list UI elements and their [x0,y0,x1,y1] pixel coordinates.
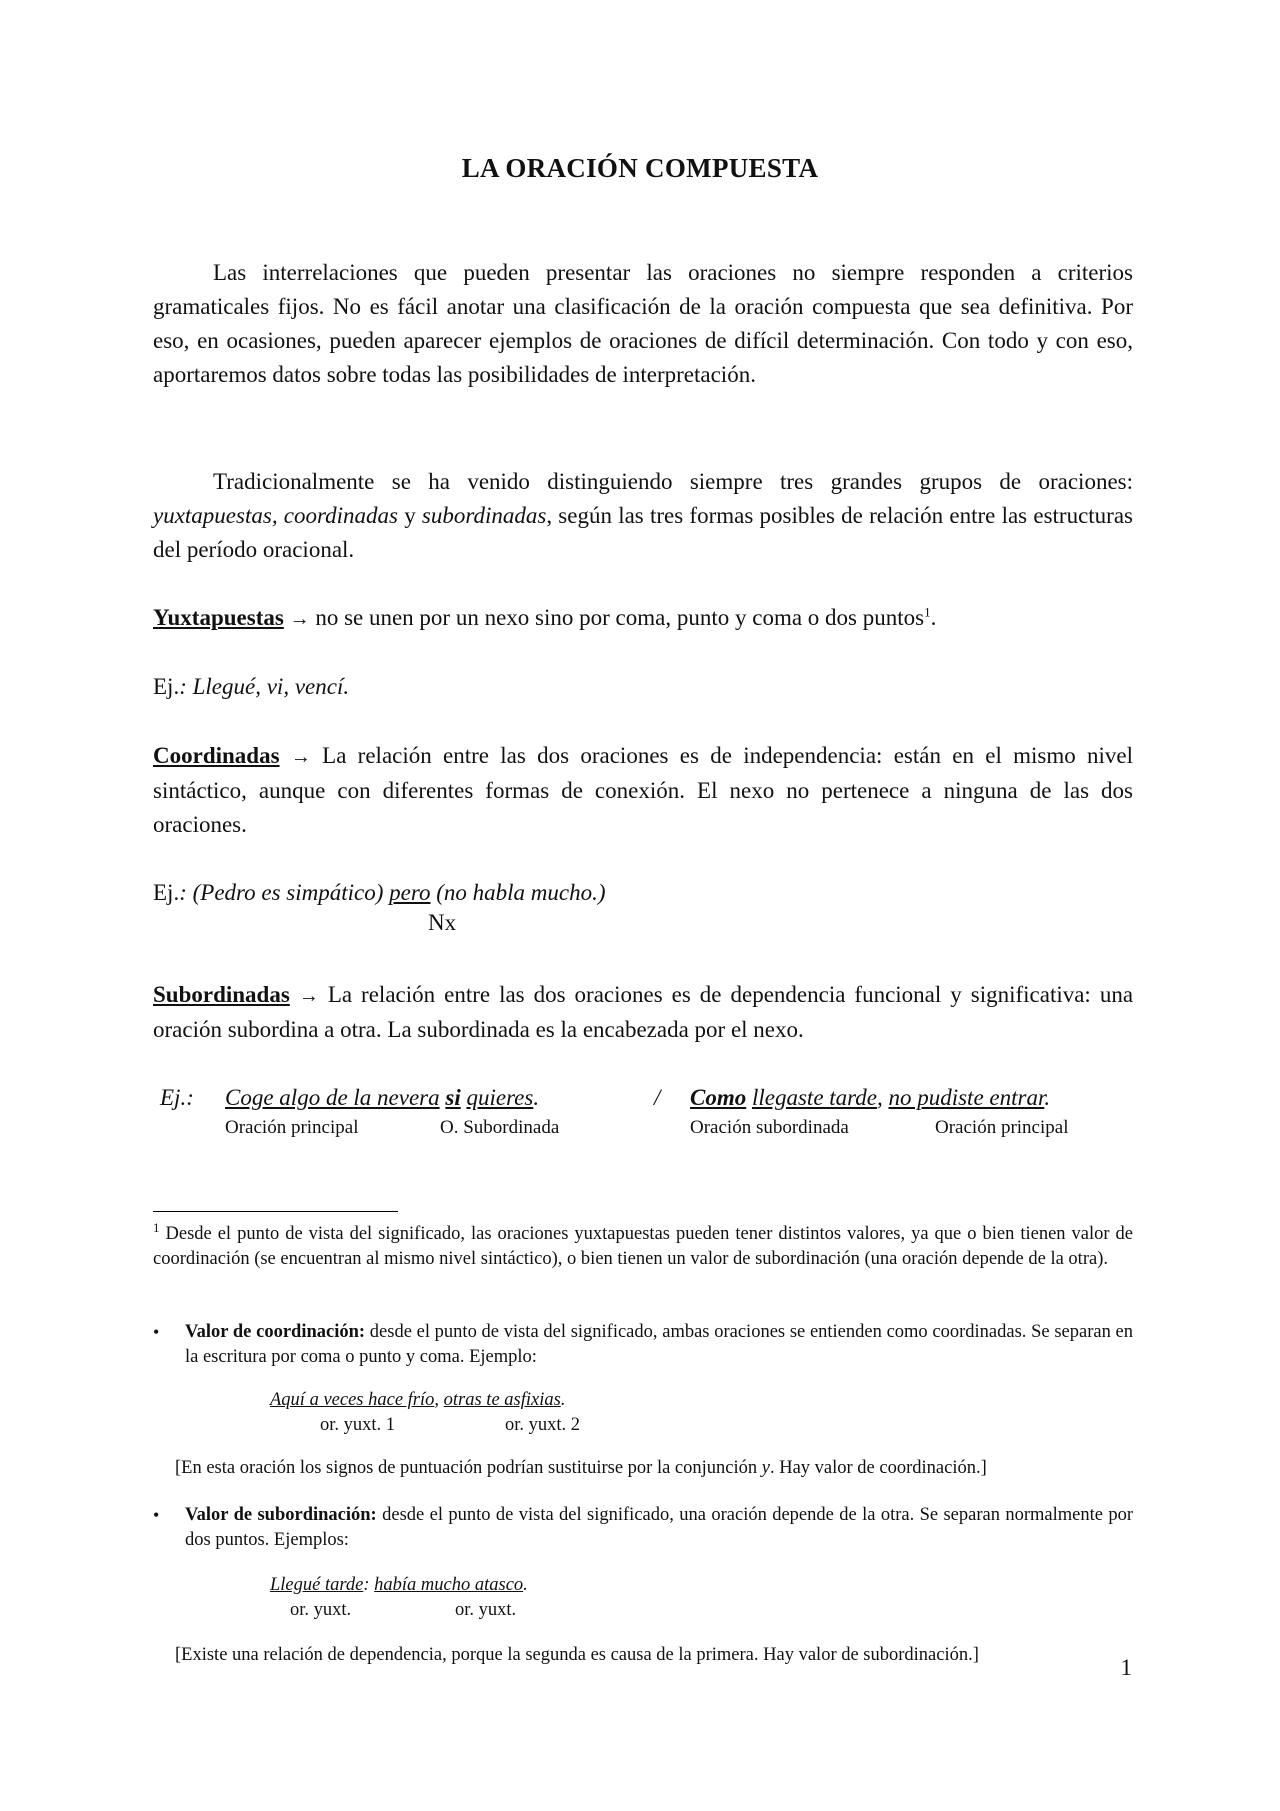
page-title: LA ORACIÓN COMPUESTA [461,153,819,183]
footnote-divider [153,1211,398,1212]
coordinadas-definition: Coordinadas → La relación entre las dos oraciones es de independencia: están en el mismo nivel sintáctico, aunque con diferentes formas de conexión. El nexo no pertenece a ninguna de las dos oraciones. [153,743,1134,837]
label-principal: Oración principal [935,1117,1069,1138]
label-principal: Oración principal [225,1117,359,1138]
footnote-reference[interactable]: 1 [924,604,931,620]
subordinadas-ej-label: Ej.: [160,1085,194,1110]
subordinadas-example-1: Coge algo de la nevera si quieres. [225,1085,540,1110]
nexo: Como [690,1085,747,1110]
yuxtapuestas-heading: Yuxtapuestas [153,605,284,630]
footnote-number: 1 [153,1219,160,1235]
label-yuxt-1: or. yuxt. 1 [320,1415,396,1435]
subordinacion-note: [Existe una relación de dependencia, porque la segunda es causa de la primera. Hay valor de subordinación.] [175,1645,979,1665]
arrow-icon: → [298,985,319,1007]
groups-paragraph: Tradicionalmente se ha venido distinguiendo siempre tres grandes grupos de oraciones: yuxtapuestas, coordinadas y subordinadas, según las tres formas posibles de relación entre las estructuras del período oracional. [153,469,1133,562]
bullet-icon: • [153,1322,160,1342]
subordinacion-example: Llegué tarde: había mucho atasco. [270,1575,528,1595]
bullet-icon: • [153,1505,160,1525]
label-yuxt-2: or. yuxt. 2 [505,1415,581,1435]
label-yuxt-a: or. yuxt. [290,1600,352,1620]
coordinacion-note: [En esta oración los signos de puntuación podrían sustituirse por la conjunción y. Hay valor de coordinación.] [175,1458,987,1478]
yuxtapuestas-definition: Yuxtapuestas → no se unen por un nexo sino por coma, punto y coma o dos puntos$^1$. [153,604,937,630]
subordinadas-heading: Subordinadas [153,982,290,1007]
page-number: 1 [1120,1655,1132,1680]
label-yuxt-b: or. yuxt. [455,1600,517,1620]
label-subordinada: Oración subordinada [690,1117,849,1138]
label-subordinada: O. Subordinada [440,1117,560,1138]
arrow-icon: → [289,608,310,630]
nexo-label: Nx [428,910,457,935]
term-yuxtapuestas: yuxtapuestas [153,503,272,528]
bullet-subordinacion: • Valor de subordinación: desde el punto de vista del significado, una oración depende de la otra. Se separan normalmente por dos puntos. Ejemplos: [153,1505,1134,1550]
coordinacion-example: Aquí a veces hace frío, otras te asfixias. [270,1390,566,1410]
term-coordinadas: coordinadas [283,503,398,528]
coordinadas-heading: Coordinadas [153,743,280,768]
yuxtapuestas-example: Ej.: Llegué, vi, vencí. [153,674,350,699]
arrow-icon: → [290,746,311,768]
footnote-text: $^1$ Desde el punto de vista del significado, las oraciones yuxtapuestas pueden tener distintos valores, ya que o bien tienen valor de coordinación (se encuentran al mismo nivel sintáctico), o bien tienen un valor de subordinación (una oración depende de la otra). [153,1219,1133,1269]
intro-paragraph: Las interrelaciones que pueden presentar las oraciones no siempre responden a criterios gramaticales fijos. No es fácil anotar una clasificación de la oración compuesta que sea definitiva. Por eso, en ocasiones, pueden aparecer ejemplos de oraciones de difícil determinación. Con todo y con eso, aportaremos datos sobre todas las posibilidades de interpretación. [153,260,1133,387]
bullet-coordinacion: • Valor de coordinación: desde el punto de vista del significado, ambas oraciones se entienden como coordinadas. Se separan en la escritura por coma o punto y coma. Ejemplo: [153,1322,1133,1367]
nexo: pero [389,880,431,905]
nexo: si [445,1085,461,1110]
term-subordinadas: subordinadas [421,503,547,528]
subordinadas-example-2: Como llegaste tarde, no pudiste entrar. [690,1085,1051,1110]
examples-separator: / [654,1085,661,1110]
coordinadas-example: Ej.: (Pedro es simpático) pero (no habla mucho.) [153,880,606,905]
subordinadas-definition: Subordinadas → La relación entre las dos oraciones es de dependencia funcional y significativa: una oración subordina a otra. La subordinada es la encabezada por el nexo. [153,982,1134,1042]
